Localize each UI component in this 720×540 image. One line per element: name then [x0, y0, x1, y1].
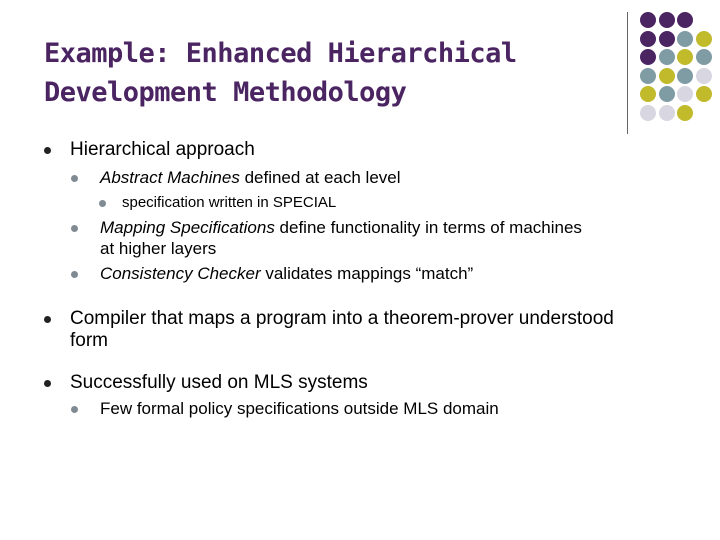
bullet-mapping-specifications: [100, 217, 582, 259]
bullet-mapping-specifications-line-2: at higher layers: [100, 239, 217, 258]
decorative-dot: [696, 31, 712, 47]
decorative-dot: [640, 31, 656, 47]
bullet-dot: [71, 271, 78, 278]
bullet-dot: [44, 380, 51, 387]
decorative-dot: [659, 86, 675, 102]
bullet-dot: [71, 406, 78, 413]
bullet-consistency-checker: [100, 263, 473, 284]
bullet-dot: [44, 147, 51, 154]
bullet-mapping-specifications-text: define functionality in terms of machines: [274, 218, 582, 237]
bullet-dot: [44, 316, 51, 323]
decorative-dot: [696, 49, 712, 65]
decorative-dot: [677, 49, 693, 65]
decorative-dot: [640, 49, 656, 65]
decorative-dot: [677, 86, 693, 102]
slide-title-line-1: Example: Enhanced Hierarchical: [44, 38, 517, 69]
bullet-consistency-checker-text: validates mappings “match”: [260, 264, 474, 283]
bullet-compiler: [70, 308, 614, 352]
bullet-compiler-line-2: form: [70, 330, 108, 351]
bullet-hierarchical-approach: Hierarchical approach: [70, 139, 255, 160]
bullet-specification-special: specification written in SPECIAL: [122, 194, 337, 211]
slide-title: [44, 34, 614, 112]
title-divider-line: [627, 12, 628, 134]
bullet-abstract-machines-text: defined at each level: [239, 168, 401, 187]
bullet-dot: [71, 175, 78, 182]
bullet-compiler-line-1: Compiler that maps a program into a theorem-prover understood: [70, 308, 614, 329]
decorative-dot: [696, 86, 712, 102]
decorative-dot: [677, 31, 693, 47]
bullet-consistency-checker-emphasis: Consistency Checker: [100, 264, 261, 283]
decorative-dot: [640, 86, 656, 102]
decorative-dot: [659, 68, 675, 84]
decorative-dot: [640, 68, 656, 84]
decorative-dot: [659, 12, 675, 28]
bullet-successfully-used: Successfully used on MLS systems: [70, 372, 368, 393]
bullet-mapping-specifications-emphasis: Mapping Specifications: [100, 218, 275, 237]
decorative-dot: [696, 68, 712, 84]
bullet-few-formal-policy: Few formal policy specifications outside MLS domain: [100, 399, 499, 418]
slide-title-line-2: Development Methodology: [44, 77, 407, 108]
decorative-dot: [659, 49, 675, 65]
bullet-dot: [99, 200, 106, 207]
decorative-dot: [677, 68, 693, 84]
bullet-abstract-machines-emphasis: Abstract Machines: [100, 168, 240, 187]
decorative-dot: [677, 12, 693, 28]
decorative-dot: [659, 105, 675, 121]
decorative-dot: [659, 31, 675, 47]
bullet-dot: [71, 225, 78, 232]
decorative-dot: [677, 105, 693, 121]
bullet-abstract-machines: [100, 167, 401, 188]
decorative-dot: [640, 105, 656, 121]
decorative-dot: [640, 12, 656, 28]
